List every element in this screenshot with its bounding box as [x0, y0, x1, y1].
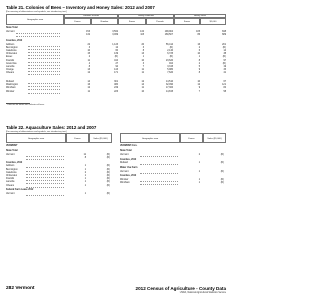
- cell-value: 11: [141, 87, 144, 90]
- row-label: Windsor: [120, 179, 129, 181]
- table-row: [120, 182, 226, 185]
- cell-value: (D): [220, 179, 224, 181]
- cell-value: 11: [87, 59, 90, 62]
- cell-value: 6,725: [167, 53, 173, 56]
- row-label: Windham: [120, 182, 130, 185]
- cell-value: 12: [197, 84, 200, 87]
- row-label: Orange: [6, 69, 14, 72]
- cell-value: 13: [141, 53, 144, 56]
- cell-value: 13: [87, 69, 90, 72]
- cell-value: 410: [114, 59, 118, 62]
- cell-value: (D): [169, 46, 173, 49]
- cell-value: 3: [88, 46, 90, 49]
- row-label: Washington: [6, 84, 19, 87]
- col-sales: Sales ($1,000): [89, 133, 112, 143]
- cell-value: (D): [106, 168, 110, 171]
- cell-value: 1: [84, 168, 86, 171]
- cell-value: (D): [106, 157, 110, 159]
- cell-value: 11: [87, 90, 90, 93]
- cell-value: (D): [220, 182, 224, 185]
- cell-value: 10: [197, 53, 200, 56]
- cell-value: 6: [198, 49, 200, 52]
- cell-value: 1: [84, 193, 86, 195]
- row-label: Vermont: [6, 153, 15, 156]
- cell-value: 19: [223, 65, 226, 68]
- row-label: Chittenden: [6, 53, 18, 56]
- cell-value: 8: [198, 59, 200, 62]
- table-row: [120, 154, 226, 157]
- cell-value: 94: [115, 65, 118, 68]
- cell-value: 60: [115, 49, 118, 52]
- cell-value: 1: [198, 56, 200, 59]
- row-label: Vermont: [120, 170, 129, 173]
- table-22-title: Table 22. Aquaculture Sales: 2012 and 2007: [6, 125, 97, 130]
- table-row: [6, 91, 226, 94]
- cell-value: 11: [83, 153, 86, 156]
- cell-value: 14,815: [165, 90, 173, 93]
- row-label: Caledonia: [6, 49, 17, 52]
- table-row: Vermont 153 3,562 134 199,904 105 848: [6, 30, 226, 33]
- cell-value: 1: [84, 175, 86, 177]
- row-label: Vermont: [6, 193, 15, 195]
- cell-value: (D): [106, 171, 110, 174]
- section-heading: State Total: [120, 150, 132, 153]
- row-label: Orleans: [6, 184, 15, 187]
- cell-value: 11: [141, 69, 144, 72]
- col-group-honey-sales: Honey sales: [174, 14, 226, 18]
- section-state-total: State Total: [6, 27, 18, 29]
- row-label: Windsor: [6, 90, 15, 93]
- row-label: Addison: [6, 165, 15, 168]
- cell-value: 22: [87, 43, 90, 46]
- table-21-note: [For meaning of abbreviations and symbols, see introductory text.]: [6, 10, 67, 13]
- cell-value: 1: [142, 56, 144, 59]
- table-row: [6, 193, 112, 196]
- col-farms: Farms: [180, 133, 203, 143]
- cell-value: (D): [220, 153, 224, 156]
- cell-value: 27: [115, 62, 118, 65]
- row-label: Franklin: [6, 59, 15, 62]
- section-heading: VERMONT: [6, 145, 18, 147]
- section-heading: Counties, 2012: [120, 158, 137, 161]
- table-row: [120, 171, 226, 174]
- cell-value: 480: [114, 84, 118, 87]
- row-label: Rutland: [6, 81, 14, 83]
- section-heading: VERMONT-Con.: [120, 145, 138, 147]
- cell-value: (D): [106, 181, 110, 184]
- cell-value: 139: [114, 53, 118, 56]
- row-label: Vermont: [6, 30, 15, 33]
- cell-value: 38: [223, 53, 226, 56]
- cell-value: 32,090: [165, 84, 173, 87]
- cell-value: 8: [142, 49, 144, 52]
- col-farms: Farms: [174, 18, 200, 25]
- cell-value: (D): [220, 162, 224, 165]
- row-label: Addison: [6, 43, 15, 46]
- cell-value: 3,315: [167, 65, 173, 68]
- cell-value: 12: [87, 87, 90, 90]
- cell-value: (D): [222, 62, 226, 65]
- cell-value: 12: [87, 72, 90, 75]
- cell-value: 8: [88, 65, 90, 68]
- cell-value: (D): [106, 193, 110, 195]
- section-heading: Water Use Farm: [120, 167, 138, 169]
- cell-value: 23,620: [165, 59, 173, 62]
- col-geographic-area: Geographic area: [6, 133, 66, 143]
- col-pounds: Pounds: [146, 18, 174, 25]
- cell-value: 14,510: [165, 81, 173, 83]
- cell-value: 2: [198, 62, 200, 65]
- col-group-colonies: Colonies of bees: [64, 14, 118, 18]
- section-heading: Federal Farm Lease 2012: [6, 189, 34, 192]
- table-row: [120, 162, 226, 165]
- cell-value: 9: [198, 69, 200, 72]
- cell-value: 12: [141, 81, 144, 83]
- col-farms: Farms: [118, 18, 146, 25]
- cell-value: 12: [115, 46, 118, 49]
- cell-value: 226: [114, 90, 118, 93]
- cell-value: 10: [141, 90, 144, 93]
- cell-value: 17,300: [165, 87, 173, 90]
- row-label: Windham: [6, 87, 16, 90]
- row-label: Bennington: [6, 168, 18, 171]
- cell-value: (D): [114, 56, 118, 59]
- cell-value: 1,123: [112, 43, 118, 46]
- cell-value: (D): [106, 153, 110, 156]
- cell-value: 33: [223, 69, 226, 72]
- publication-title-footer: 2012 Census of Agriculture - County Data: [135, 286, 226, 291]
- table-21-footnote: * Data are for farms with colonies of bees.: [6, 104, 45, 106]
- cell-value: 3: [142, 62, 144, 65]
- cell-value: 1: [198, 179, 200, 181]
- cell-value: 1: [198, 170, 200, 173]
- cell-value: (D): [222, 46, 226, 49]
- publisher-footer: USDA, National Agricultural Statistics Service: [179, 292, 226, 294]
- cell-value: 10: [87, 49, 90, 52]
- cell-value: 10: [141, 59, 144, 62]
- cell-value: 2: [88, 56, 90, 59]
- row-label: Essex: [6, 56, 13, 59]
- table-22-note: [For meaning of abbreviations and symbols, see introductory text.]: [6, 130, 67, 133]
- cell-value: 171: [114, 72, 118, 75]
- col-sales: Sales ($1,000): [203, 133, 226, 143]
- cell-value: 249: [114, 87, 118, 90]
- cell-value: 1: [84, 178, 86, 181]
- cell-value: 2: [84, 171, 86, 174]
- cell-value: 2: [198, 153, 200, 156]
- cell-value: (D): [222, 56, 226, 59]
- cell-value: 1: [198, 162, 200, 165]
- cell-value: 16: [87, 84, 90, 87]
- section-heading: Counties, 2012: [6, 161, 23, 164]
- section-heading: State Total: [6, 150, 18, 153]
- cell-value: 1: [84, 181, 86, 184]
- cell-value: 5: [198, 65, 200, 68]
- cell-value: 2: [198, 46, 200, 49]
- col-geographic-area: Geographic area: [120, 133, 180, 143]
- table-row: [6, 157, 112, 160]
- cell-value: 301: [114, 81, 118, 83]
- table-row: 132 3,069 115 169,507 86 689: [6, 34, 226, 37]
- cell-value: 11: [141, 72, 144, 75]
- cell-value: 7: [198, 90, 200, 93]
- row-label: Lamoille: [6, 181, 15, 184]
- col-farms: Farms: [66, 133, 89, 143]
- table-row: [6, 72, 226, 75]
- row-label: Vermont: [120, 153, 129, 156]
- cell-value: 7: [142, 65, 144, 68]
- cell-value: 14: [87, 81, 90, 83]
- cell-value: (D): [220, 170, 224, 173]
- col-sales: $1,000: [200, 18, 226, 25]
- cell-value: (D): [106, 165, 110, 168]
- cell-value: 1: [198, 182, 200, 185]
- cell-value: 14: [141, 84, 144, 87]
- table-row: [6, 185, 112, 188]
- cell-value: 41: [223, 72, 226, 75]
- cell-value: 1: [84, 184, 86, 187]
- row-label: Orleans: [6, 72, 15, 75]
- cell-value: 7,620: [167, 72, 173, 75]
- cell-value: 1: [84, 165, 86, 168]
- cell-value: 67: [223, 81, 226, 83]
- cell-value: 4: [88, 62, 90, 65]
- cell-value: 9: [198, 87, 200, 90]
- row-label: Rutland: [120, 162, 128, 165]
- cell-value: 8: [198, 72, 200, 75]
- cell-value: 121: [222, 84, 226, 87]
- cell-value: (D): [169, 56, 173, 59]
- cell-value: (D): [106, 175, 110, 177]
- cell-value: 2,140: [167, 49, 173, 52]
- cell-value: 10: [197, 81, 200, 83]
- col-farms: Farms: [64, 18, 91, 25]
- section-counties: Counties, 2012: [6, 40, 23, 42]
- row-label: Franklin: [6, 178, 15, 181]
- col-geographic-area: Geographic area: [6, 14, 64, 25]
- cell-value: 143: [114, 69, 118, 72]
- cell-value: (D): [106, 178, 110, 181]
- row-label: Bennington: [6, 46, 18, 49]
- cell-value: 5,980: [167, 69, 173, 72]
- section-heading: Counties, 2012: [120, 175, 137, 178]
- col-number: Number: [91, 18, 118, 25]
- cell-value: 15: [87, 53, 90, 56]
- cell-value: 3: [142, 46, 144, 49]
- cell-value: (D): [106, 184, 110, 187]
- cell-value: 910: [169, 62, 173, 65]
- cell-value: 16: [197, 43, 200, 46]
- col-group-honey-collected: Honey collected: [118, 14, 174, 18]
- cell-value: 97: [223, 59, 226, 62]
- row-label: Lamoille: [6, 65, 15, 68]
- cell-value: 8: [84, 157, 86, 159]
- cell-value: 58: [223, 90, 226, 93]
- cell-value: 84: [223, 87, 226, 90]
- cell-value: 201: [222, 43, 226, 46]
- cell-value: 56,414: [165, 43, 173, 46]
- page-number-footer: 282 Vermont: [6, 286, 35, 291]
- cell-value: 20: [141, 43, 144, 46]
- row-label: Grand Isle: [6, 62, 17, 65]
- row-label: Caledonia: [6, 171, 17, 174]
- cell-value: 14: [223, 49, 226, 52]
- row-label: Chittenden: [6, 175, 18, 177]
- table-21-title: Table 21. Colonies of Bees – Inventory and Honey Sales: 2012 and 2007: [6, 5, 155, 10]
